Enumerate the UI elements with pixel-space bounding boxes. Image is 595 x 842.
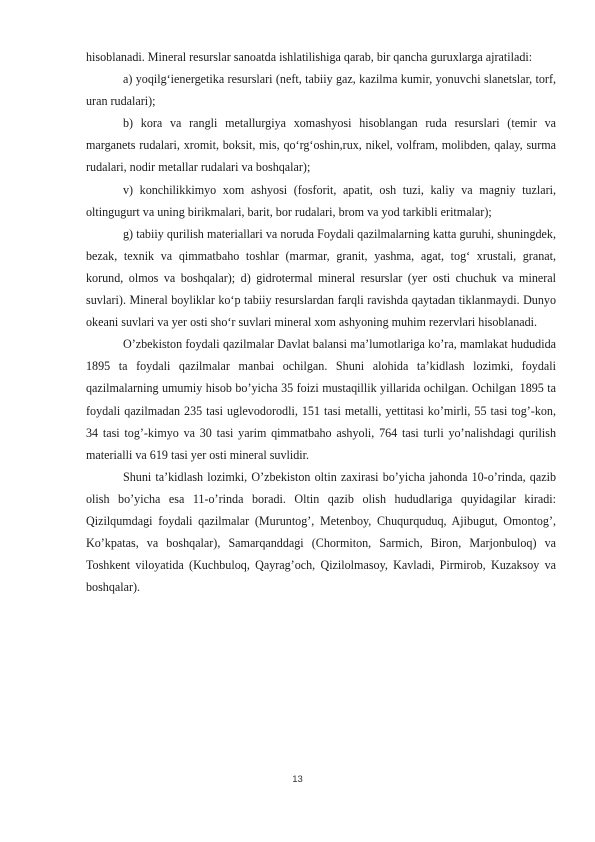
paragraph-fuel-energy-resources: a) yoqilg‘ienergetika resurslari (neft, tabiiy gaz, kazilma kumir, yonuvchi slanetslar, torf, uran rudalari); [86,72,556,109]
document-body [86,46,556,598]
page-number: 13 [292,774,303,785]
paragraph-construction-materials: g) tabiiy qurilish materiallari va noruda Foydali qazilmalarning katta guruhi, shuningdek, bezak, texnik va qimmatbaho toshlar (marmar, granit, yashma, agat, tog‘ xrustali, granat, korund, olmos va boshqalar); d) gidrotermal mineral resurslar (yer osti chuchuk va mineral suvlari). Mineral boyliklar ko‘p tabiiy resurslardan farqli ravishda qaytadan tiklanmaydi. Dunyo okeani suvlari va yer osti sho‘r suvlari mineral xom ashyoning muhim rezervlari hisoblanadi. [86,226,556,330]
paragraph-gold-reserves: Shuni ta’kidlash lozimki, O’zbekiston oltin zaxirasi bo’yicha jahonda 10-o’rinda, qazib olish bo’yicha esa 11-o’rinda boradi. Oltin qazib olish hududlariga quyidagilar kiradi: Qizilqumdagi foydali qazilmalar (Muruntog’, Metenboy, Chuqurquduq, Ajibugut, Omontog’, Ko’kpatas, va boshqalar), Samarqanddagi (Chormiton, Sarmich, Biron, Marjonbuloq) va Toshkent viloyatida (Kuchbuloq, Qayrag’och, Qizilolmasoy, Kavladi, Pirmirob, Kuzaksoy va boshqalar). [86,469,556,595]
paragraph-uzbekistan-deposits: O’zbekiston foydali qazilmalar Davlat balansi ma’lumotlariga ko’ra, mamlakat hududida 1895 ta foydali qazilmalar manbai ochilgan. Shuni alohida ta’kidlash lozimki, foydali qazilmalarning umumiy hisob bo’yicha 35 foizi mustaqillik yillarida ochilgan. Ochilgan 1895 ta foydali qazilmadan 235 tasi uglevodorodli, 151 tasi metalli, yettitasi ko’mirli, 55 tasi tog’-kon, 34 tasi tog’-kimyo va 30 tasi yarim qimmatbaho ashyoli, 764 tasi turli yo’nalishdagi qurilish materialli va 619 tasi yer osti mineral suvlidir. [86,337,556,462]
paragraph-mining-chemical-resources: v) konchilikkimyo xom ashyosi (fosforit, apatit, osh tuzi, kaliy va magniy tuzlari, oltingugurt va uning birikmalari, barit, bor rudalari, brom va yod tarkibli eritmalar); [86,182,556,219]
paragraph-continuation: hisoblanadi. Mineral resurslar sanoatda ishlatilishiga qarab, bir qancha guruxlarga ajratiladi: [86,50,533,64]
paragraph-ore-resources: b) kora va rangli metallurgiya xomashyosi hisoblangan ruda resurslari (temir va marganets rudalari, xromit, boksit, mis, qo‘rg‘oshin,rux, nikel, volfram, molibden, qalay, surma rudalari, nodir metallar rudalari va boshqalar); [86,116,556,175]
